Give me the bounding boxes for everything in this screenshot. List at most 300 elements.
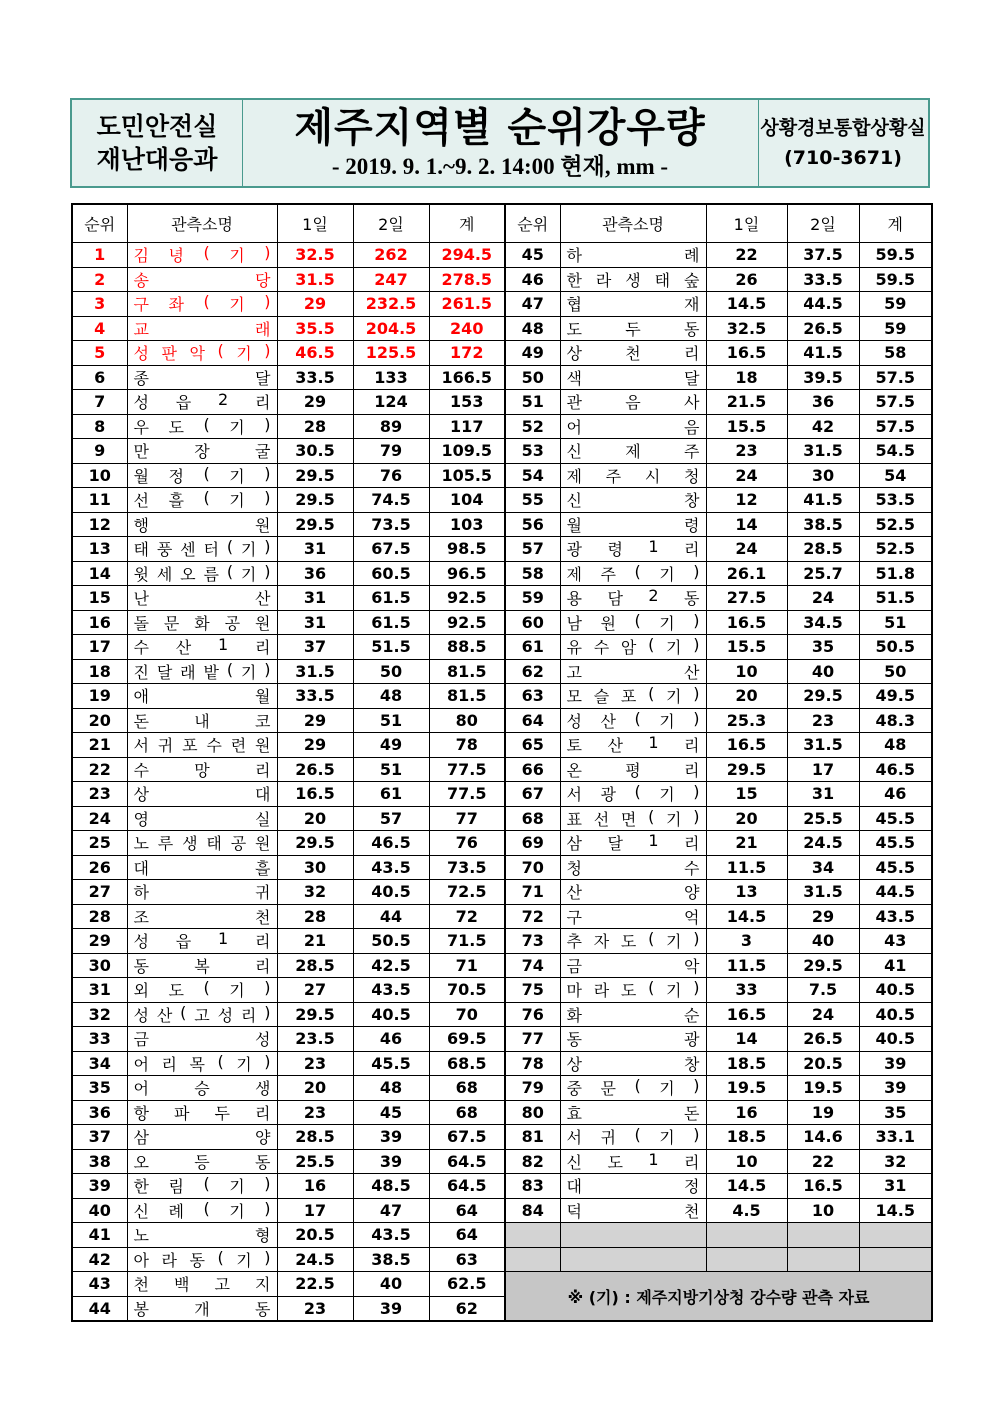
table-row bbox=[505, 365, 932, 390]
day2-cell: 50 bbox=[353, 659, 429, 684]
day2-cell: 25.7 bbox=[787, 561, 859, 586]
day2-cell: 45.5 bbox=[353, 1051, 429, 1076]
table-row bbox=[505, 1076, 932, 1101]
day2-cell: 39 bbox=[353, 1149, 429, 1174]
station-cell bbox=[127, 733, 277, 758]
day2-cell: 19 bbox=[787, 1100, 859, 1125]
total-cell: 71 bbox=[429, 953, 505, 978]
station-cell bbox=[560, 316, 706, 341]
col-total: 계 bbox=[859, 204, 932, 243]
station-name: 성 읍 2 리 bbox=[133, 390, 271, 413]
station-name: 성 산 ( 고 성 리 ) bbox=[133, 1002, 271, 1025]
rank-cell: 15 bbox=[72, 586, 127, 611]
station-cell bbox=[560, 1002, 706, 1027]
total-cell: 78 bbox=[429, 733, 505, 758]
day2-cell: 16.5 bbox=[787, 1174, 859, 1199]
total-cell: 64.5 bbox=[429, 1149, 505, 1174]
day2-cell: 60.5 bbox=[353, 561, 429, 586]
day2-cell: 67.5 bbox=[353, 537, 429, 562]
total-cell: 70.5 bbox=[429, 978, 505, 1003]
station-cell bbox=[127, 1076, 277, 1101]
total-cell: 240 bbox=[429, 316, 505, 341]
empty-cell bbox=[560, 1247, 706, 1272]
day2-cell: 40 bbox=[787, 659, 859, 684]
table-row bbox=[505, 488, 932, 513]
day2-cell: 38.5 bbox=[353, 1247, 429, 1272]
day1-cell: 13 bbox=[706, 880, 787, 905]
day2-cell: 232.5 bbox=[353, 292, 429, 317]
day1-cell: 10 bbox=[706, 1149, 787, 1174]
table-row bbox=[505, 561, 932, 586]
station-cell bbox=[127, 1027, 277, 1052]
day1-cell: 16.5 bbox=[706, 610, 787, 635]
total-cell: 73.5 bbox=[429, 855, 505, 880]
day1-cell: 24 bbox=[706, 463, 787, 488]
station-name: 신 례 ( 기 ) bbox=[133, 1198, 271, 1221]
day2-cell: 262 bbox=[353, 243, 429, 268]
day1-cell: 28 bbox=[277, 904, 353, 929]
col-day2: 2일 bbox=[353, 204, 429, 243]
total-cell: 14.5 bbox=[859, 1198, 932, 1223]
total-cell: 53.5 bbox=[859, 488, 932, 513]
station-name: 상 창 bbox=[566, 1054, 700, 1074]
day1-cell: 23 bbox=[277, 1100, 353, 1125]
day1-cell: 26.1 bbox=[706, 561, 787, 586]
rank-cell: 56 bbox=[505, 512, 560, 537]
col-day2: 2일 bbox=[787, 204, 859, 243]
col-total: 계 bbox=[429, 204, 505, 243]
station-cell bbox=[560, 1100, 706, 1125]
station-name: 진 달 래 밭 ( 기 ) bbox=[133, 659, 271, 682]
day1-cell: 33.5 bbox=[277, 365, 353, 390]
station-cell bbox=[127, 904, 277, 929]
day1-cell: 19.5 bbox=[706, 1076, 787, 1101]
station-cell bbox=[127, 561, 277, 586]
rank-cell: 35 bbox=[72, 1076, 127, 1101]
day1-cell: 25.5 bbox=[277, 1149, 353, 1174]
day2-cell: 61 bbox=[353, 782, 429, 807]
station-name: 제 주 시 청 bbox=[566, 466, 700, 486]
station-name: 구 억 bbox=[566, 907, 700, 927]
station-name: 서 귀 포 수 련 원 bbox=[133, 736, 271, 756]
station-name: 상 대 bbox=[133, 785, 271, 805]
total-cell: 43.5 bbox=[859, 904, 932, 929]
day2-cell: 29.5 bbox=[787, 684, 859, 709]
day2-cell: 39 bbox=[353, 1296, 429, 1321]
rank-cell: 77 bbox=[505, 1027, 560, 1052]
day2-cell: 35 bbox=[787, 635, 859, 660]
total-cell: 117 bbox=[429, 414, 505, 439]
day1-cell: 22.5 bbox=[277, 1272, 353, 1297]
total-cell: 81.5 bbox=[429, 684, 505, 709]
rank-cell: 9 bbox=[72, 439, 127, 464]
day2-cell: 33.5 bbox=[787, 267, 859, 292]
day1-cell: 23.5 bbox=[277, 1027, 353, 1052]
day1-cell: 15.5 bbox=[706, 414, 787, 439]
table-row bbox=[505, 1198, 932, 1223]
day1-cell: 29.5 bbox=[277, 463, 353, 488]
table-row bbox=[505, 1174, 932, 1199]
rank-cell: 74 bbox=[505, 953, 560, 978]
day2-cell: 41.5 bbox=[787, 488, 859, 513]
table-row bbox=[72, 243, 505, 268]
day2-cell: 31.5 bbox=[787, 733, 859, 758]
station-cell bbox=[127, 782, 277, 807]
station-cell bbox=[560, 586, 706, 611]
total-cell: 72.5 bbox=[429, 880, 505, 905]
rank-cell: 53 bbox=[505, 439, 560, 464]
station-name: 금 악 bbox=[566, 956, 700, 976]
table-row bbox=[505, 1125, 932, 1150]
total-cell: 50 bbox=[859, 659, 932, 684]
station-cell bbox=[560, 1149, 706, 1174]
total-cell: 64 bbox=[429, 1223, 505, 1248]
day1-cell: 28.5 bbox=[277, 953, 353, 978]
total-cell: 59.5 bbox=[859, 267, 932, 292]
day2-cell: 37.5 bbox=[787, 243, 859, 268]
table-row bbox=[72, 1149, 505, 1174]
table-row bbox=[72, 831, 505, 856]
station-name: 고 산 bbox=[566, 662, 700, 682]
total-cell: 63 bbox=[429, 1247, 505, 1272]
day1-cell: 14.5 bbox=[706, 1174, 787, 1199]
day1-cell: 20 bbox=[277, 806, 353, 831]
empty-cell bbox=[859, 1223, 932, 1248]
total-cell: 68 bbox=[429, 1076, 505, 1101]
table-row bbox=[505, 341, 932, 366]
station-cell bbox=[127, 831, 277, 856]
station-name: 오 등 동 bbox=[133, 1152, 271, 1172]
day1-cell: 21 bbox=[706, 831, 787, 856]
total-cell: 67.5 bbox=[429, 1125, 505, 1150]
station-cell bbox=[560, 512, 706, 537]
station-name: 중 문 ( 기 ) bbox=[566, 1076, 700, 1099]
table-row bbox=[505, 757, 932, 782]
day2-cell: 28.5 bbox=[787, 537, 859, 562]
total-cell: 103 bbox=[429, 512, 505, 537]
title-box bbox=[242, 100, 759, 186]
day2-cell: 31.5 bbox=[787, 880, 859, 905]
department-name: 도민안전실 bbox=[96, 112, 218, 141]
day2-cell: 7.5 bbox=[787, 978, 859, 1003]
day2-cell: 49 bbox=[353, 733, 429, 758]
table-row bbox=[72, 414, 505, 439]
rank-cell: 14 bbox=[72, 561, 127, 586]
station-name: 우 도 ( 기 ) bbox=[133, 414, 271, 437]
day2-cell: 51 bbox=[353, 708, 429, 733]
station-cell bbox=[127, 1198, 277, 1223]
station-name: 영 실 bbox=[133, 809, 271, 829]
table-row bbox=[72, 537, 505, 562]
total-cell: 172 bbox=[429, 341, 505, 366]
day1-cell: 20 bbox=[706, 806, 787, 831]
rank-cell: 52 bbox=[505, 414, 560, 439]
station-name: 색 달 bbox=[566, 368, 700, 388]
station-cell bbox=[127, 1002, 277, 1027]
table-row bbox=[72, 586, 505, 611]
station-cell bbox=[560, 537, 706, 562]
rank-cell: 64 bbox=[505, 708, 560, 733]
station-name: 도 두 동 bbox=[566, 319, 700, 339]
day1-cell: 21.5 bbox=[706, 390, 787, 415]
day2-cell: 43.5 bbox=[353, 978, 429, 1003]
rank-cell: 83 bbox=[505, 1174, 560, 1199]
rank-cell: 65 bbox=[505, 733, 560, 758]
station-name: 온 평 리 bbox=[566, 760, 700, 780]
station-cell bbox=[127, 390, 277, 415]
rank-cell: 4 bbox=[72, 316, 127, 341]
table-row bbox=[505, 855, 932, 880]
station-name: 애 월 bbox=[133, 687, 271, 707]
day2-cell: 34 bbox=[787, 855, 859, 880]
total-cell: 62.5 bbox=[429, 1272, 505, 1297]
day2-cell: 24.5 bbox=[787, 831, 859, 856]
station-cell bbox=[127, 806, 277, 831]
day2-cell: 48 bbox=[353, 684, 429, 709]
table-row bbox=[505, 439, 932, 464]
rank-cell: 26 bbox=[72, 855, 127, 880]
total-cell: 49.5 bbox=[859, 684, 932, 709]
table-row bbox=[72, 806, 505, 831]
station-name: 노 형 bbox=[133, 1226, 271, 1246]
station-cell bbox=[560, 806, 706, 831]
table-row bbox=[72, 1272, 505, 1297]
table-row bbox=[72, 1174, 505, 1199]
day2-cell: 29 bbox=[787, 904, 859, 929]
day1-cell: 32 bbox=[277, 880, 353, 905]
total-cell: 98.5 bbox=[429, 537, 505, 562]
total-cell: 46 bbox=[859, 782, 932, 807]
day1-cell: 30 bbox=[277, 855, 353, 880]
source-note: ※ (기) : 제주지방기상청 강수량 관측 자료 bbox=[505, 1272, 932, 1322]
station-name: 화 순 bbox=[566, 1005, 700, 1025]
empty-cell bbox=[505, 1247, 560, 1272]
station-name: 돈 내 코 bbox=[133, 711, 271, 731]
station-name: 외 도 ( 기 ) bbox=[133, 978, 271, 1001]
table-row bbox=[505, 684, 932, 709]
table-row bbox=[72, 390, 505, 415]
table-row bbox=[505, 733, 932, 758]
day2-cell: 50.5 bbox=[353, 929, 429, 954]
station-cell bbox=[127, 243, 277, 268]
day1-cell: 27 bbox=[277, 978, 353, 1003]
rank-cell: 10 bbox=[72, 463, 127, 488]
total-cell: 68.5 bbox=[429, 1051, 505, 1076]
rank-cell: 18 bbox=[72, 659, 127, 684]
station-name: 성 산 ( 기 ) bbox=[566, 708, 700, 731]
total-cell: 57.5 bbox=[859, 390, 932, 415]
station-name: 수 산 1 리 bbox=[133, 635, 271, 658]
day1-cell: 29.5 bbox=[706, 757, 787, 782]
table-row bbox=[72, 953, 505, 978]
station-name: 관 음 사 bbox=[566, 393, 700, 413]
total-cell: 294.5 bbox=[429, 243, 505, 268]
total-cell: 68 bbox=[429, 1100, 505, 1125]
station-name: 하 례 bbox=[566, 246, 700, 266]
day2-cell: 76 bbox=[353, 463, 429, 488]
station-name: 토 산 1 리 bbox=[566, 733, 700, 756]
station-cell bbox=[127, 659, 277, 684]
station-cell bbox=[127, 267, 277, 292]
table-row bbox=[72, 782, 505, 807]
station-cell bbox=[560, 757, 706, 782]
rank-cell: 43 bbox=[72, 1272, 127, 1297]
station-cell bbox=[127, 365, 277, 390]
rainfall-table-right bbox=[504, 203, 933, 1322]
station-cell bbox=[127, 708, 277, 733]
station-cell bbox=[127, 1247, 277, 1272]
rank-cell: 59 bbox=[505, 586, 560, 611]
day1-cell: 16.5 bbox=[706, 1002, 787, 1027]
station-name: 태 풍 센 터 ( 기 ) bbox=[133, 537, 271, 560]
rank-cell: 11 bbox=[72, 488, 127, 513]
rank-cell: 72 bbox=[505, 904, 560, 929]
day1-cell: 16 bbox=[706, 1100, 787, 1125]
station-name: 대 흘 bbox=[133, 858, 271, 878]
station-name: 행 원 bbox=[133, 515, 271, 535]
table-row bbox=[72, 610, 505, 635]
rank-cell: 20 bbox=[72, 708, 127, 733]
rank-cell: 16 bbox=[72, 610, 127, 635]
station-name: 서 광 ( 기 ) bbox=[566, 782, 700, 805]
station-cell bbox=[560, 365, 706, 390]
total-cell: 59 bbox=[859, 292, 932, 317]
rainfall-table-left bbox=[71, 203, 506, 1322]
table-row bbox=[505, 1100, 932, 1125]
total-cell: 52.5 bbox=[859, 512, 932, 537]
day1-cell: 31 bbox=[277, 586, 353, 611]
station-cell bbox=[560, 880, 706, 905]
total-cell: 45.5 bbox=[859, 806, 932, 831]
empty-cell bbox=[859, 1247, 932, 1272]
day1-cell: 15.5 bbox=[706, 635, 787, 660]
day2-cell: 42 bbox=[787, 414, 859, 439]
station-name: 상 천 리 bbox=[566, 344, 700, 364]
day1-cell: 14 bbox=[706, 512, 787, 537]
day2-cell: 40.5 bbox=[353, 880, 429, 905]
station-cell bbox=[127, 1296, 277, 1321]
station-cell bbox=[127, 1174, 277, 1199]
page-title: 제주지역별 순위강우량 bbox=[294, 105, 706, 151]
station-cell bbox=[560, 610, 706, 635]
rank-cell: 41 bbox=[72, 1223, 127, 1248]
station-name: 신 창 bbox=[566, 491, 700, 511]
office-name: 상황경보통합상황실 bbox=[760, 117, 926, 139]
col-rank: 순위 bbox=[72, 204, 127, 243]
table-row bbox=[505, 1002, 932, 1027]
day2-cell: 41.5 bbox=[787, 341, 859, 366]
table-row bbox=[505, 831, 932, 856]
station-name: 조 천 bbox=[133, 907, 271, 927]
day1-cell: 26 bbox=[706, 267, 787, 292]
day1-cell: 36 bbox=[277, 561, 353, 586]
station-name: 제 주 ( 기 ) bbox=[566, 561, 700, 584]
day1-cell: 46.5 bbox=[277, 341, 353, 366]
station-name: 만 장 굴 bbox=[133, 442, 271, 462]
table-row bbox=[72, 1002, 505, 1027]
day1-cell: 14 bbox=[706, 1027, 787, 1052]
day1-cell: 24 bbox=[706, 537, 787, 562]
day2-cell: 26.5 bbox=[787, 316, 859, 341]
day2-cell: 247 bbox=[353, 267, 429, 292]
day2-cell: 43.5 bbox=[353, 855, 429, 880]
col-day1: 1일 bbox=[277, 204, 353, 243]
table-row bbox=[72, 659, 505, 684]
total-cell: 70 bbox=[429, 1002, 505, 1027]
station-cell bbox=[127, 439, 277, 464]
station-name: 수 망 리 bbox=[133, 760, 271, 780]
rank-cell: 46 bbox=[505, 267, 560, 292]
station-cell bbox=[560, 243, 706, 268]
day1-cell: 20 bbox=[706, 684, 787, 709]
station-cell bbox=[127, 880, 277, 905]
rank-cell: 62 bbox=[505, 659, 560, 684]
table-row bbox=[72, 1100, 505, 1125]
day2-cell: 44 bbox=[353, 904, 429, 929]
day1-cell: 23 bbox=[277, 1051, 353, 1076]
day2-cell: 34.5 bbox=[787, 610, 859, 635]
rank-cell: 76 bbox=[505, 1002, 560, 1027]
total-cell: 52.5 bbox=[859, 537, 932, 562]
day2-cell: 17 bbox=[787, 757, 859, 782]
total-cell: 71.5 bbox=[429, 929, 505, 954]
rank-cell: 25 bbox=[72, 831, 127, 856]
table-header-row bbox=[505, 204, 932, 243]
total-cell: 62 bbox=[429, 1296, 505, 1321]
station-cell bbox=[560, 341, 706, 366]
station-cell bbox=[560, 292, 706, 317]
day1-cell: 18.5 bbox=[706, 1051, 787, 1076]
day1-cell: 20 bbox=[277, 1076, 353, 1101]
day1-cell: 29.5 bbox=[277, 488, 353, 513]
total-cell: 57.5 bbox=[859, 365, 932, 390]
station-cell bbox=[560, 978, 706, 1003]
total-cell: 278.5 bbox=[429, 267, 505, 292]
total-cell: 92.5 bbox=[429, 586, 505, 611]
rank-cell: 3 bbox=[72, 292, 127, 317]
rank-cell: 50 bbox=[505, 365, 560, 390]
station-cell bbox=[127, 316, 277, 341]
day1-cell: 21 bbox=[277, 929, 353, 954]
day2-cell: 124 bbox=[353, 390, 429, 415]
table-header-row bbox=[72, 204, 505, 243]
station-name: 산 양 bbox=[566, 883, 700, 903]
rank-cell: 49 bbox=[505, 341, 560, 366]
col-rank: 순위 bbox=[505, 204, 560, 243]
station-name: 유 수 암 ( 기 ) bbox=[566, 635, 700, 658]
rank-cell: 6 bbox=[72, 365, 127, 390]
rank-cell: 58 bbox=[505, 561, 560, 586]
station-cell bbox=[560, 855, 706, 880]
day2-cell: 24 bbox=[787, 1002, 859, 1027]
station-name: 협 재 bbox=[566, 295, 700, 315]
day1-cell: 16.5 bbox=[277, 782, 353, 807]
day2-cell: 31 bbox=[787, 782, 859, 807]
station-cell bbox=[127, 684, 277, 709]
table-row bbox=[72, 708, 505, 733]
table-row bbox=[505, 1027, 932, 1052]
station-cell bbox=[127, 953, 277, 978]
day2-cell: 39.5 bbox=[787, 365, 859, 390]
total-cell: 31 bbox=[859, 1174, 932, 1199]
station-cell bbox=[127, 757, 277, 782]
station-cell bbox=[560, 1198, 706, 1223]
station-cell bbox=[560, 684, 706, 709]
day1-cell: 12 bbox=[706, 488, 787, 513]
day2-cell: 61.5 bbox=[353, 610, 429, 635]
table-row bbox=[72, 1296, 505, 1321]
station-cell bbox=[560, 733, 706, 758]
